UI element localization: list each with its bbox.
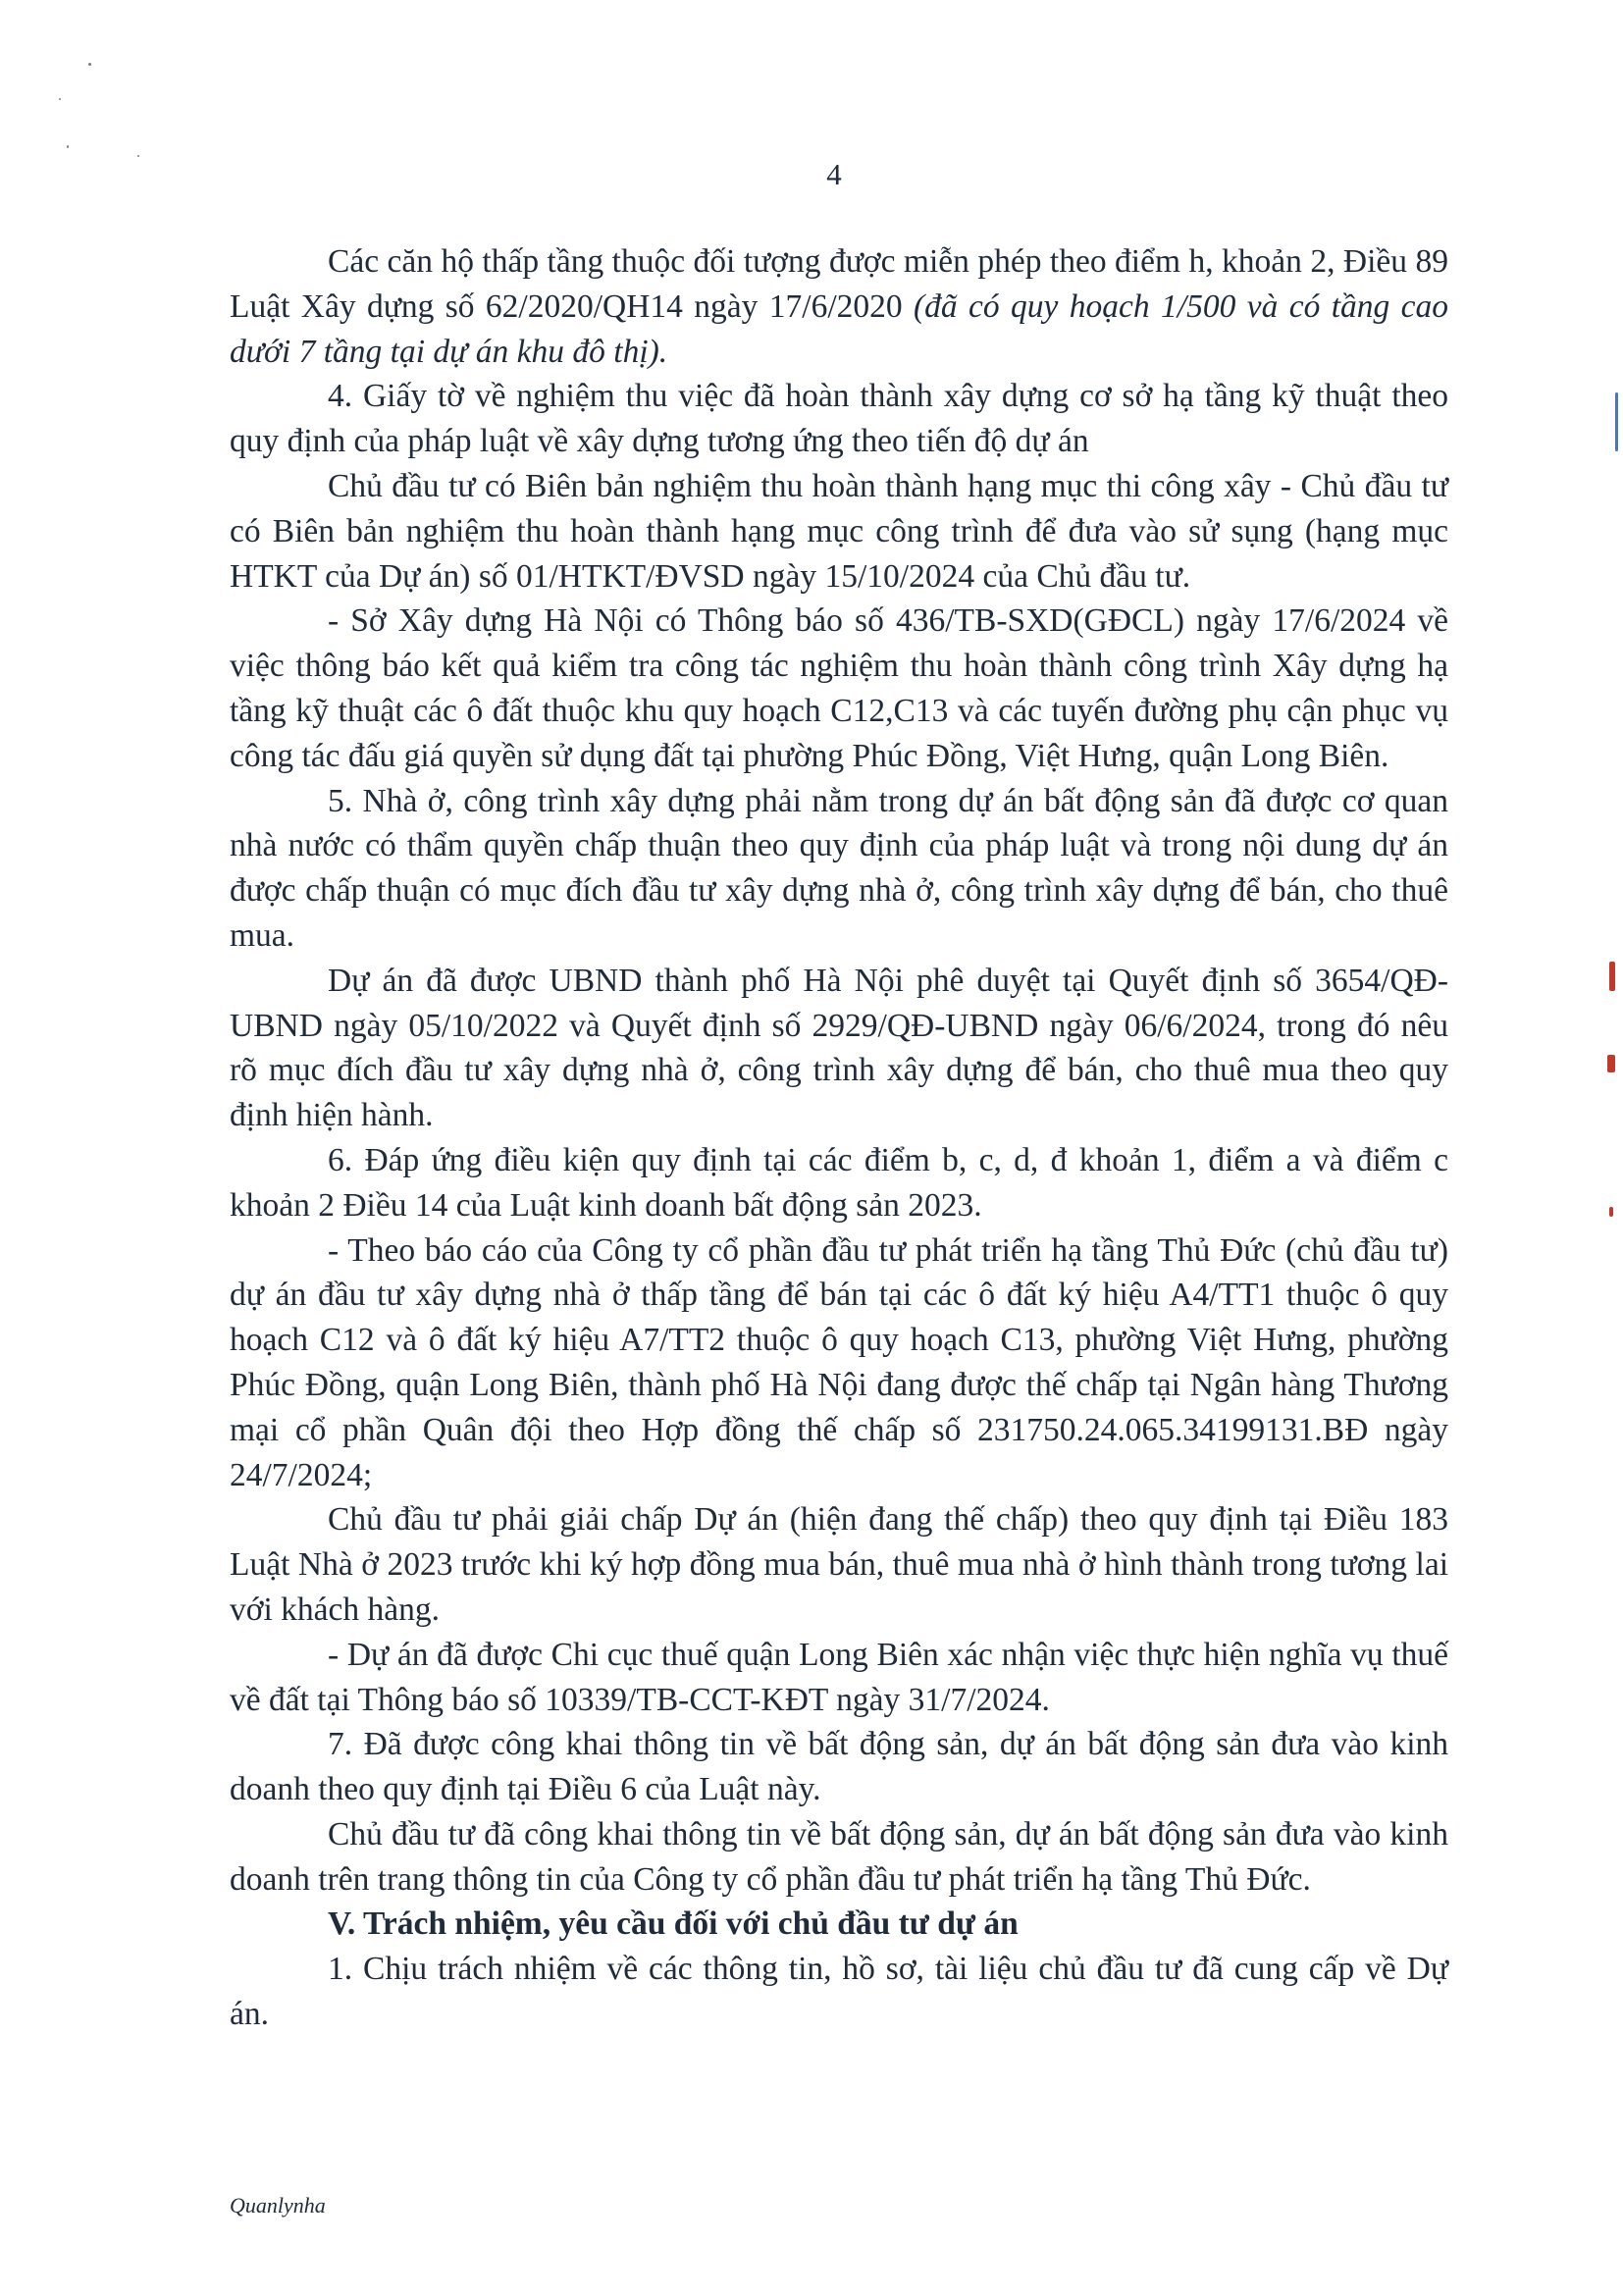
paragraph-text: Các căn hộ thấp tầng thuộc đối tượng được miễn phép theo điểm h, khoản 2, Điều 89 Luật Xây dựng số 62/2020/QH14 ngày 17/6/2020 xyxy=(230,243,1448,325)
scan-edge-mark xyxy=(1607,1055,1615,1072)
scan-speck xyxy=(88,63,91,66)
scan-speck xyxy=(59,98,61,100)
paragraph-exempt-apartments xyxy=(230,239,1448,374)
page-number: 4 xyxy=(826,157,842,191)
paragraph-item-7: 7. Đã được công khai thông tin về bất động sản, dự án bất động sản đưa vào kinh doanh theo quy định tại Điều 6 của Luật này. xyxy=(230,1726,1448,1808)
paragraph-acceptance-record: Chủ đầu tư có Biên bản nghiệm thu hoàn thành hạng mục thi công xây - Chủ đầu tư có Biên bản nghiệm thu hoàn thành hạng mục công trình để đưa vào sử sụng (hạng mục HTKT của Dự án) số 01/HTKT/ĐVSD ngày 15/10/2024 của Chủ đầu tư. xyxy=(230,467,1448,595)
paragraph-public-disclosure: Chủ đầu tư đã công khai thông tin về bất động sản, dự án bất động sản đưa vào kinh doanh trên trang thông tin của Công ty cổ phần đầu tư phát triển hạ tầng Thủ Đức. xyxy=(230,1815,1448,1898)
paragraph-mortgage-report: - Theo báo cáo của Công ty cổ phần đầu tư phát triển hạ tầng Thủ Đức (chủ đầu tư) dự án đầu tư xây dựng nhà ở thấp tầng để bán tại các ô đất ký hiệu A4/TT1 thuộc ô quy hoạch C12 và ô đất ký hiệu A7/TT2 thuộc ô quy hoạch C13, phường Việt Hưng, phường Phúc Đồng, quận Long Biên, thành phố Hà Nội đang được thế chấp tại Ngân hàng Thương mại cổ phần Quân đội theo Hợp đồng thế chấp số 231750.24.065.34199131.BĐ ngày 24/7/2024; xyxy=(230,1231,1448,1493)
paragraph-item-4: 4. Giấy tờ về nghiệm thu việc đã hoàn thành xây dựng cơ sở hạ tầng kỹ thuật theo quy định của pháp luật về xây dựng tương ứng theo tiến độ dự án xyxy=(230,378,1448,460)
paragraph-item-6: 6. Đáp ứng điều kiện quy định tại các điểm b, c, d, đ khoản 1, điểm a và điểm c khoản 2 Điều 14 của Luật kinh doanh bất động sản 2023. xyxy=(230,1141,1448,1224)
scan-speck xyxy=(67,145,69,148)
scan-edge-mark xyxy=(1609,962,1615,991)
document-body xyxy=(230,239,1448,2037)
italic-note: (đã có quy hoạch 1/500 và có tầng cao dưới 7 tầng tại dự án khu đô thị). xyxy=(230,287,1448,370)
paragraph-responsibility-1: 1. Chịu trách nhiệm về các thông tin, hồ sơ, tài liệu chủ đầu tư đã cung cấp về Dự án. xyxy=(230,1951,1448,2033)
footer-label: Quanlynha xyxy=(230,2193,326,2218)
paragraph-project-approval: Dự án đã được UBND thành phố Hà Nội phê duyệt tại Quyết định số 3654/QĐ-UBND ngày 05/10/2022 và Quyết định số 2929/QĐ-UBND ngày 06/6/2024, trong đó nêu rõ mục đích đầu tư xây dựng nhà ở, công trình xây dựng để bán, cho thuê mua theo quy định hiện hành. xyxy=(230,962,1448,1134)
paragraph-construction-notice: - Sở Xây dựng Hà Nội có Thông báo số 436/TB-SXD(GĐCL) ngày 17/6/2024 về việc thông báo kết quả kiểm tra công tác nghiệm thu hoàn thành công trình Xây dựng hạ tầng kỹ thuật các ô đất thuộc khu quy hoạch C12,C13 và các tuyến đường phụ cận phục vụ công tác đấu giá quyền sử dụng đất tại phường Phúc Đồng, Việt Hưng, quận Long Biên. xyxy=(230,602,1448,774)
paragraph-tax-confirmation: - Dự án đã được Chi cục thuế quận Long Biên xác nhận việc thực hiện nghĩa vụ thuế về đất tại Thông báo số 10339/TB-CCT-KĐT ngày 31/7/2024. xyxy=(230,1636,1448,1718)
scan-edge-mark xyxy=(1609,1207,1613,1217)
section-heading-v: V. Trách nhiệm, yêu cầu đối với chủ đầu tư dự án xyxy=(328,1905,1019,1943)
paragraph-release-mortgage: Chủ đầu tư phải giải chấp Dự án (hiện đang thế chấp) theo quy định tại Điều 183 Luật Nhà ở 2023 trước khi ký hợp đồng mua bán, thuê mua nhà ở hình thành trong tương lai với khách hàng. xyxy=(230,1501,1448,1628)
scan-edge-mark xyxy=(1615,392,1618,451)
scan-speck xyxy=(137,155,139,157)
paragraph-item-5: 5. Nhà ở, công trình xây dựng phải nằm trong dự án bất động sản đã được cơ quan nhà nước có thẩm quyền chấp thuận theo quy định của pháp luật và trong nội dung dự án được chấp thuận có mục đích đầu tư xây dựng nhà ở, công trình xây dựng để bán, cho thuê mua. xyxy=(230,782,1448,954)
